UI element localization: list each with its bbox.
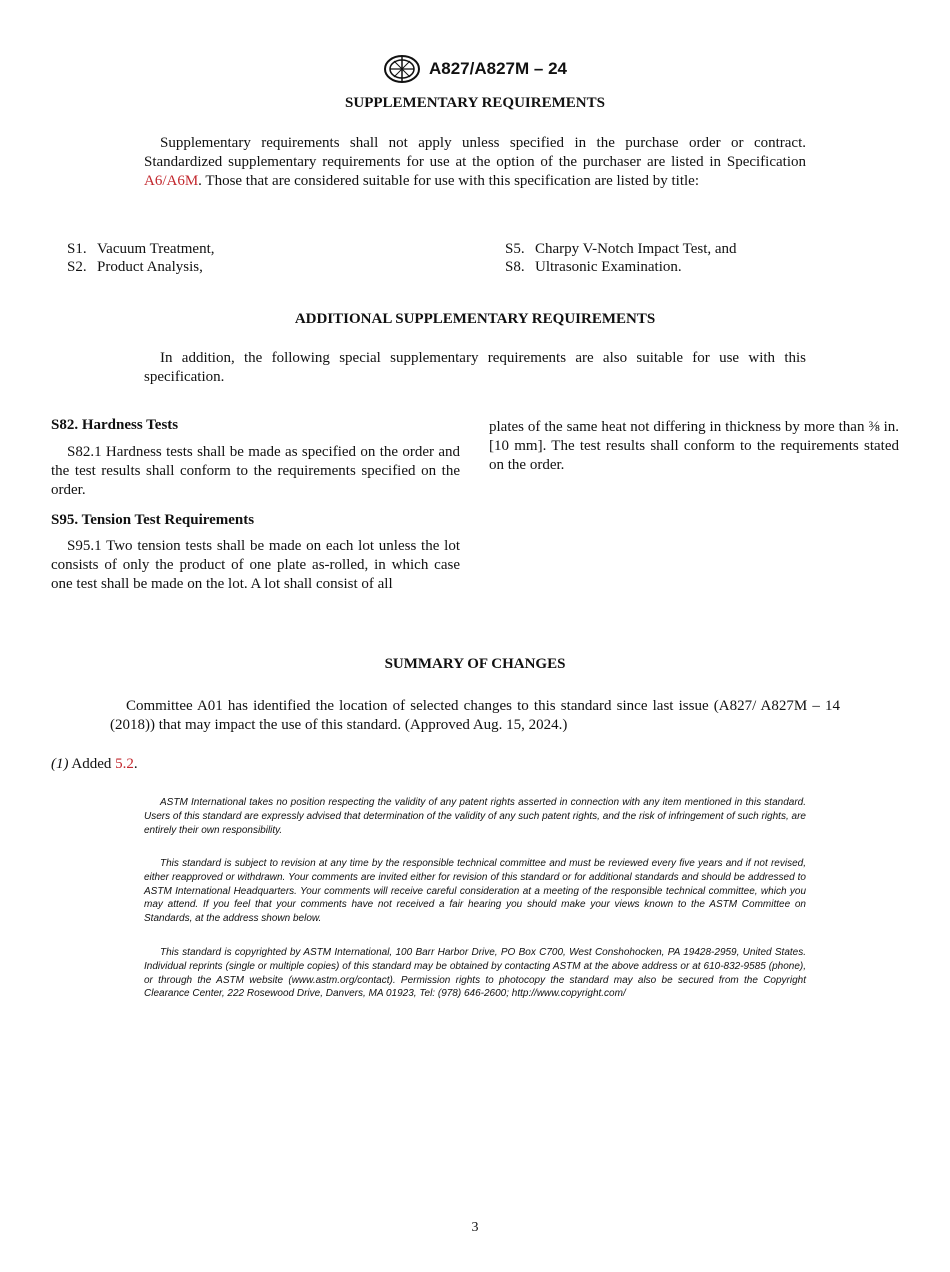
item-label: Ultrasonic Examination. bbox=[535, 259, 682, 275]
additional-title: ADDITIONAL SUPPLEMENTARY REQUIREMENTS bbox=[294, 311, 656, 327]
s82-1-paragraph: S82.1 Hardness tests shall be made as specified on the order and the test results shall conform to the requirements specified on the order. bbox=[51, 444, 460, 498]
supplementary-title: SUPPLEMENTARY REQUIREMENTS bbox=[345, 95, 605, 111]
document-id: A827/A827M – 24 bbox=[429, 59, 567, 78]
revision-notice: This standard is subject to revision at any time by the responsible technical committee and must be reviewed every five years and if not revised, either reapproved or withdrawn. Your comments are invited either for revision of this standard or for additional standards and should be addressed to ASTM International Headquarters. Your comments will receive careful consideration at a meeting of the responsible technical committee, which you may attend. If you feel that your comments have not received a fair hearing you should make your views known to the ASTM Committee on Standards, at the address shown below. bbox=[144, 858, 806, 925]
list-item bbox=[67, 240, 215, 258]
summary-intro: Committee A01 has identified the location of selected changes to this standard since last issue (A827/ A827M – 14 (2018)) that may impact the use of this standard. (Approved Aug. 15, 2024.) bbox=[110, 698, 840, 733]
section-link-5-2[interactable]: 5.2 bbox=[115, 756, 134, 772]
copyright-notice: This standard is copyrighted by ASTM International, 100 Barr Harbor Drive, PO Box C700, West Conshohocken, PA 19428-2959, United States. Individual reprints (single or multiple copies) of this standard may be obtained by contacting ASTM at the above address or at 610-832-9585 (phone), or through the ASTM website (www.astm.org/contact). Permission rights to photocopy the standard may also be secured from the Copyright Clearance Center, 222 Rosewood Drive, Danvers, MA 01923, Tel: (978) 646-2600; http://www.copyright.com/ bbox=[144, 947, 806, 1000]
s95-1-paragraph: S95.1 Two tension tests shall be made on each lot unless the lot consists of only the product of one plate as-rolled, in which case one test shall be made on the lot. A lot shall consist of all bbox=[51, 538, 460, 592]
item-label: Charpy V-Notch Impact Test, and bbox=[535, 241, 737, 257]
summary-title: SUMMARY OF CHANGES bbox=[384, 656, 566, 672]
list-item bbox=[505, 240, 737, 258]
spec-link-a6[interactable]: A6/A6M bbox=[144, 173, 199, 189]
s95-heading: S95. Tension Test Requirements bbox=[51, 512, 255, 528]
astm-logo-icon bbox=[383, 54, 421, 84]
s95-1-continued: plates of the same heat not differing in thickness by more than ⅜ in. [10 mm]. The test results shall conform to the requirements stated on the order. bbox=[489, 419, 899, 473]
s82-heading: S82. Hardness Tests bbox=[51, 417, 179, 433]
supplementary-intro bbox=[144, 134, 806, 191]
item-code: S5. bbox=[505, 241, 525, 257]
item-code: S1. bbox=[67, 241, 87, 257]
change-text: Added bbox=[68, 756, 116, 772]
change-item bbox=[51, 756, 138, 773]
item-code: S2. bbox=[67, 259, 87, 275]
item-label: Product Analysis, bbox=[97, 259, 203, 275]
additional-intro: In addition, the following special supplementary requirements are also suitable for use with this specification. bbox=[144, 350, 806, 385]
list-item bbox=[67, 258, 203, 276]
change-number: (1) bbox=[51, 756, 69, 772]
item-code: S8. bbox=[505, 259, 525, 275]
page-header bbox=[0, 52, 950, 86]
item-label: Vacuum Treatment, bbox=[97, 241, 215, 257]
page-number: 3 bbox=[471, 1220, 479, 1235]
intro-text: Supplementary requirements shall not apply unless specified in the purchase order or contract. Standardized supplementary requirements for use at the option of the purchaser are listed in Specification bbox=[144, 135, 806, 170]
change-end: . bbox=[133, 756, 138, 772]
intro-text-end: . Those that are considered suitable for use with this specification are listed by title: bbox=[198, 173, 700, 189]
list-item bbox=[505, 258, 682, 276]
patent-disclaimer: ASTM International takes no position respecting the validity of any patent rights asserted in connection with any item mentioned in this standard. Users of this standard are expressly advised that determination of the validity of any such patent rights, and the risk of infringement of such rights, are entirely their own responsibility. bbox=[144, 797, 806, 836]
